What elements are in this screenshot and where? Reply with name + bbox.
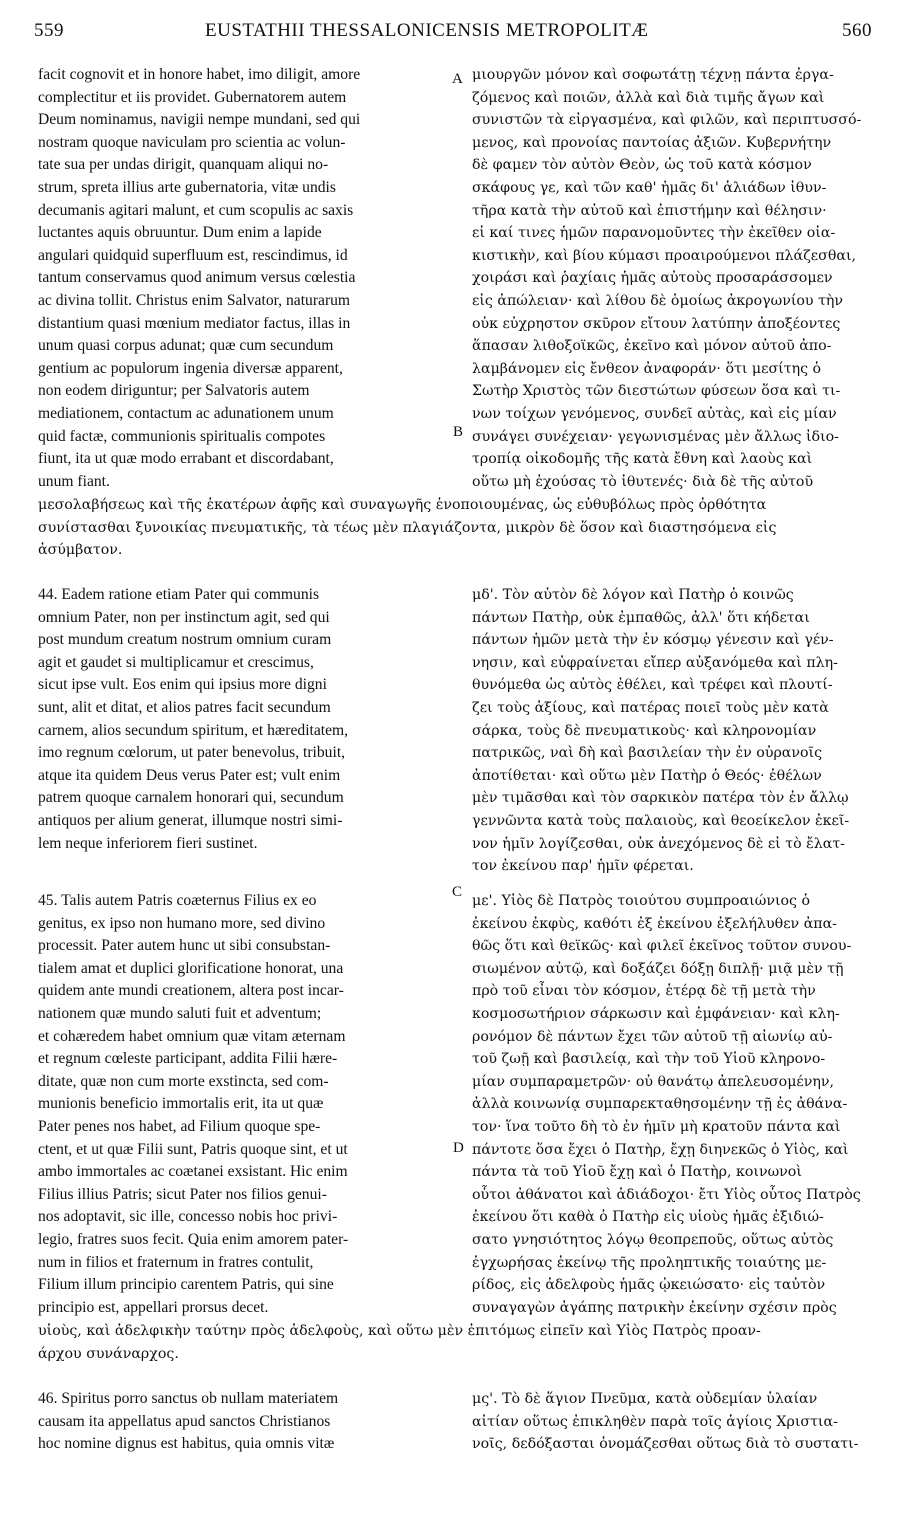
greek-section-44 [472,584,878,878]
latin-section-45 [38,890,458,1319]
text-line: ρίδος, εἰς ἀδελφοὺς ἡμᾶς ᾠκειώσατο· εἰς ταὐτὸν [472,1277,826,1294]
margin-letter-b: B [453,424,464,440]
text-line: quidem ante mundi creationem, altera post incar- [38,982,344,1000]
text-line: αἰτίαν οὕτως ἐπικληθὲν παρὰ τοῖς ἁγίοις Χριστια- [472,1413,838,1430]
text-line: complectitur et iis providet. Gubernatorem autem [38,88,347,106]
latin-column-block-1 [38,64,458,493]
text-line: χοιράσι καὶ ῥαχίαις ἡμᾶς αὐτοὺς προσαράσσομεν [472,270,833,287]
margin-letter-a: A [452,71,463,87]
text-line: processit. Pater autem hunc ut sibi consubstan- [38,937,331,955]
running-title: EUSTATHII THESSALONICENSIS METROPOLITÆ [205,20,649,41]
text-line: εἰ καί τινες ἡμῶν παρανομοῦντες τὴν ἐκεῖθεν οἰα- [472,225,836,242]
page-number-right: 560 [842,20,872,41]
text-line: Deum nominamus, navigii nempe mundani, sed qui [38,111,361,129]
text-line: post mundum creatum nostrum omnium curam [38,631,332,649]
text-line: οὐκ εὐχρηστον σκῦρον εἴτουν λατύπην ἀποξέοντες [472,315,841,332]
margin-letter-c: C [452,884,463,900]
text-line: άρχου συνάναρχος. [38,1345,179,1362]
text-line: εἰς ἀπώλειαν· καὶ λίθου δὲ ὁμοίως ἀκρογωνίου τὴν [472,292,844,309]
text-line: μιουργῶν μόνον καὶ σοφωτάτῃ τέχνῃ πάντα ἐργα- [472,67,834,83]
text-line: υἱοὺς, καὶ ἀδελφικὴν ταύτην πρὸς ἀδελφοὺς, καὶ οὕτω μὲν ἐπιτόμως εἰπεῖν καὶ Υἱὸς Πατρὸς προαν- [38,1323,761,1339]
text-line: luctantes aquis obruuntur. Dum enim a lapide [38,224,322,242]
text-line: νησιν, καὶ εὐφραίνεται εἴπερ αὐξανόμεθα καὶ πλη- [472,654,838,671]
latin-section-46 [38,1388,458,1456]
text-line: πάντων ἡμῶν μετὰ τὴν ἐν κόσμῳ γένεσιν καὶ γέν- [472,632,834,649]
text-line: sicut ipse vult. Eos enim qui ipsius more digni [38,676,327,694]
text-line: με'. Υἱὸς δὲ Πατρὸς τοιούτου συμπροαιώνιος ὁ [472,893,811,909]
text-line: οὗτοι ἀθάνατοι καὶ ἀδιάδοχοι· ἔτι Υἱὸς οὗτος Πατρὸς [472,1186,861,1203]
text-line: munionis beneficio immortalis erit, ita ut quæ [38,1095,324,1113]
text-line: ζόμενος καὶ ποιῶν, ἀλλὰ καὶ διὰ τιμῆς ἄγων καὶ [472,89,825,106]
text-line: οὕτω μὴ ἐχούσας τὸ ἰθυτενές· διὰ δὲ τῆς αὐτοῦ [472,473,814,490]
page-number-left: 559 [34,20,64,41]
text-line: σκάφους γε, καὶ τῶν καθ' ἡμᾶς δι' ἁλιάδων ἰθυν- [472,179,827,196]
text-line: et cohæredem habet omnium quæ vitam æternam [38,1027,346,1045]
text-line: omnium Pater, non per instinctum agit, sed qui [38,608,330,626]
text-line: νων τοίχων γενόμενος, συνδεῖ αὐτὰς, καὶ εἰς μίαν [472,405,837,422]
text-line: Filius illius Patris; sicut Pater nos filios genui- [38,1185,327,1203]
text-line: causam ita appellatus apud sanctos Christianos [38,1412,331,1430]
text-line: nostram quoque naviculam pro scientia ac volun- [38,133,346,151]
text-line: συνιστῶν τὰ εἰργασμένα, καὶ φιλῶν, καὶ περιπτυσσό- [472,112,862,129]
text-line: ρονόμον δὲ πάντων ἔχει τῶν αὐτοῦ τῇ αἰωνίῳ αὐ- [472,1028,833,1045]
text-line: ἐκείνου ὅτι καθὰ ὁ Πατὴρ εἰς υἱοὺς ἡμᾶς ἐξιδιώ- [472,1209,824,1226]
text-line: συναγαγὼν ἀγάπης πατρικὴν ἐκείνην σχέσιν πρὸς [472,1299,837,1316]
text-line: ἅπασαν λιθοξοϊκῶς, ἐκεῖνο καὶ μόνον αὐτοῦ ἀπο- [472,338,832,355]
text-line: patrem quoque carnalem honorari qui, secundum [38,789,344,807]
latin-section-44 [38,584,458,855]
text-line: distantium quasi mœnium mediator factus, illas in [38,314,351,332]
greek-section-46 [472,1388,878,1456]
text-line: τροπίᾳ οἰκοδομῆς τῆς κατὰ ἔθνη καὶ λαοὺς καὶ [472,451,813,468]
text-line: τον· ἵνα τοῦτο δὴ τὸ ἐν ἡμῖν μὴ κρατοῦν πάντα καὶ [472,1118,841,1135]
text-line: ζει τοὺς ἀξίους, καὶ πατέρας ποιεῖ τοὺς μὲν κατὰ [472,699,829,716]
text-line: ambo immortales ac coætanei exsistant. Hic enim [38,1163,348,1181]
text-line: ac divina tollit. Christus enim Salvator, naturarum [38,291,351,309]
text-line: imo regnum cœlorum, ut pater benevolus, tribuit, [38,744,346,762]
text-line: γεννῶντα κατὰ τοὺς παλαιοὺς, καὶ θεοείκελον ἐκεῖ- [472,812,850,829]
text-line: hoc nomine dignus est habitus, quia omnis vitæ [38,1435,335,1453]
text-line: πάντων Πατὴρ, οὐκ ἐμπαθῶς, ἀλλ' ὅτι κήδεται [472,609,810,626]
text-line: πάντοτε ὅσα ἔχει ὁ Πατὴρ, ἔχῃ διηνεκῶς ὁ Υἱὸς, καὶ [472,1141,849,1158]
text-line: πρὸ τοῦ εἶναι τὸν κόσμον, ἑτέρᾳ δὲ τῇ μετὰ τὴν [472,983,816,1000]
text-line: Pater penes nos habet, ad Filium quoque spe- [38,1117,321,1135]
text-line: genitus, ex ipso non humano more, sed divino [38,914,326,932]
text-line: decumanis agitari malunt, et cum scopulis ac saxis [38,201,354,219]
text-line: τον ἐκείνου παρ' ἡμῖν φέρεται. [472,858,694,875]
greek-full-width-block-3 [38,1320,878,1365]
text-line: μενος, καὶ προνοίας παντοίας ἀξιῶν. Κυβερνήτην [472,134,832,151]
text-line: μδ'. Τὸν αὐτὸν δὲ λόγον καὶ Πατὴρ ὁ κοινῶς [472,587,794,603]
text-line: mediationem, contactum ac adunationem unum [38,404,334,422]
text-line: μεσολαβήσεως καὶ τῆς ἑκατέρων ἀφῆς καὶ συναγωγῆς ἑνοποιουμένας, ὡς εὐθυβόλως πρὸς ὀρθότητα [38,497,767,513]
text-line: κιστικὴν, καὶ βίου κύμασι προαιρούμενοι πλάζεσθαι, [472,247,857,264]
text-line: quid factæ, communionis spiritualis compotes [38,427,326,445]
text-line: lem neque inferiorem fieri sustinet. [38,834,258,852]
text-line: unum fiant. [38,472,110,490]
text-line: πατρικῶς, ναὶ δὴ καὶ βασιλείαν τὴν ἐν οὐρανοῖς [472,745,823,762]
text-line: δὲ φαμεν τὸν αὐτὸν Θεὸν, ὡς τοῦ κατὰ κόσμον [472,157,812,174]
text-line: νοῖς, δεδόξασται ὀνομάζεσθαι οὕτως διὰ τὸ συστατι- [472,1436,859,1453]
text-line: strum, spreta illius arte gubernatoria, vitæ undis [38,178,336,196]
text-line: num in filios et fraternum in fratres contulit, [38,1253,314,1271]
text-line: λαμβάνομεν εἰς ἔνθεον ἀναφοράν· ὅτι μεσίτης ὁ [472,360,822,377]
text-line: unum quasi corpus adunat; quæ cum secundum [38,337,334,355]
text-line: 45. Talis autem Patris coæternus Filius ex eo [38,892,317,909]
text-line: carnem, alios secundum spiritum, et hæreditatem, [38,721,349,739]
text-line: σατο γνησιότητος λόγῳ θεοπρεποῦς, οὕτως αὐτὸς [472,1231,834,1248]
text-line: sunt, alit et ditat, et alios patres facit secundum [38,698,331,716]
text-line: κοσμοσωτήριον σάρκωσιν καὶ ἐμφάνειαν· καὶ κλη- [472,1005,840,1022]
text-line: facit cognovit et in honore habet, imo diligit, amore [38,66,361,83]
text-line: σιωμένον αὐτῷ, καὶ δοξάζει δόξῃ διπλῇ· μιᾷ μὲν τῇ [472,960,844,977]
text-line: et regnum cœleste participant, addita Filii hære- [38,1050,338,1068]
text-line: πάντα τὰ τοῦ Υἱοῦ ἔχῃ καὶ ὁ Πατὴρ, κοινωνοὶ [472,1164,802,1181]
text-line: fiunt, ita ut quæ modo errabant et discordabant, [38,450,334,468]
text-line: ἀσύμβατον. [38,542,123,559]
text-line: θῶς ὅτι καὶ θεϊκῶς· καὶ φιλεῖ ἐκεῖνος τοῦτον συνου- [472,938,852,955]
text-line: μὲν τιμᾶσθαι καὶ τὸν σαρκικὸν πατέρα τὸν ἐν ἄλλῳ [472,790,849,807]
text-line: Filium illum principio carentem Patris, qui sine [38,1276,334,1294]
text-line: tialem amat et duplici glorificatione honorat, una [38,959,344,977]
text-line: tantum conservamus quod animum versus cœlestia [38,269,356,287]
text-line: antiquos per alium generat, illumque nostri simi- [38,811,343,829]
text-line: non eodem diriguntur; per Salvatoris autem [38,382,310,400]
text-line: 44. Eadem ratione etiam Pater qui communis [38,586,320,603]
text-line: μίαν συμπαραμετρῶν· οὐ θανάτῳ ἀπελευσομένην, [472,1073,835,1090]
greek-full-width-block-1 [38,494,878,562]
text-line: ἀποτίθεται· καὶ οὕτω μὲν Πατὴρ ὁ Θεός· ἐθέλων [472,767,822,784]
text-line: θυνόμεθα ὡς αὐτὸς ἐθέλει, καὶ τρέφει καὶ πλουτί- [472,677,833,694]
text-line: ἐκείνου ἐκφὺς, καθότι ἐξ ἐκείνου ἐξελήλυθεν ἀπα- [472,915,837,932]
text-line: atque ita quidem Deus verus Pater est; vult enim [38,766,341,784]
text-line: ditate, quæ non cum morte exstincta, sed com- [38,1072,329,1090]
text-line: σάρκα, τοὺς δὲ πνευματικοὺς· καὶ κληρονομίαν [472,722,817,739]
greek-section-45 [472,890,878,1319]
margin-letter-d: D [453,1140,464,1156]
text-line: Σωτὴρ Χριστὸς τῶν διεστώτων φύσεων ὅσα καὶ τι- [472,383,841,400]
text-line: angulari quidquid superfluum est, rescindimus, id [38,246,348,264]
greek-column-block-1 [472,64,878,493]
text-line: nationem quæ mundo saluti fuit et adventum; [38,1004,322,1022]
text-line: συνίστασθαι ξυνοικίας πνευματικῆς, τὰ τέως μὲν πλαγιάζοντα, μικρὸν δὲ ὅσον καὶ διαστησόμενα εἰς [38,519,777,536]
text-line: agit et gaudet si multiplicamur et crescimus, [38,653,314,671]
text-line: principio est, appellari prorsus decet. [38,1298,269,1316]
text-line: nos adoptavit, sic ille, concesso nobis hoc privi- [38,1208,338,1226]
text-line: ctent, et ut quæ Filii sunt, Patris quoque sint, et ut [38,1140,348,1158]
text-line: legio, fratres suos fecit. Quia enim amorem pater- [38,1230,349,1248]
text-line: νον ἡμῖν λογίζεσθαι, οὐκ ἀνεχόμενος δὲ εἰ τὸ ἔλατ- [472,835,845,852]
text-line: τοῦ ζωῇ καὶ βασιλείᾳ, καὶ τὴν τοῦ Υἱοῦ κληρονο- [472,1051,826,1068]
running-header [0,20,913,50]
text-line: συνάγει συνέχειαν· γεγωνισμένας μὲν ἄλλως ἰδιο- [472,428,839,445]
text-line: μς'. Τὸ δὲ ἅγιον Πνεῦμα, κατὰ οὐδεμίαν ὑλαίαν [472,1391,818,1407]
text-line: ἐγχωρήσας ἐκείνῳ τῆς προληπτικῆς τοιαύτης με- [472,1254,827,1271]
text-line: τῆρα κατὰ τὴν αὐτοῦ καὶ ἐπιστήμην καὶ θέλησιν· [472,202,827,219]
text-line: gentium ac populorum ingenia diversæ apparent, [38,359,343,377]
text-line: 46. Spiritus porro sanctus ob nullam materiatem [38,1390,339,1407]
text-line: ἀλλὰ κοινωνίᾳ συμπαρεκταθησομένην τῇ ἐς ἀθάνα- [472,1096,848,1113]
text-line: tate sua per undas dirigit, quanquam aliqui no- [38,156,329,174]
